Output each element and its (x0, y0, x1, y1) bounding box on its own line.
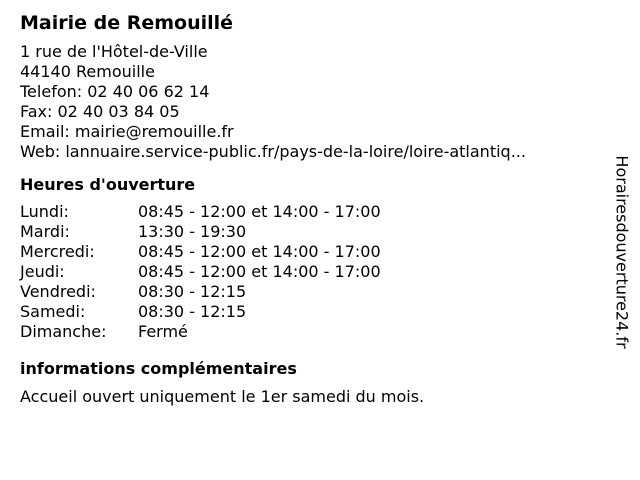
hours-row-dimanche (20, 322, 600, 342)
day-label: Mercredi: (20, 242, 95, 261)
watermark-text: Horairesdouverture24.fr (612, 155, 632, 349)
phone-text: Telefon: 02 40 06 62 14 (20, 82, 210, 101)
address-city: 44140 Remouille (20, 62, 155, 81)
day-label: Mardi: (20, 222, 70, 241)
day-label: Samedi: (20, 302, 86, 321)
address-street: 1 rue de l'Hôtel-de-Ville (20, 42, 208, 61)
hours-row-lundi (20, 202, 600, 222)
info-text: Accueil ouvert uniquement le 1er samedi du mois. (20, 387, 425, 406)
listing-card (20, 10, 600, 408)
day-time: 08:45 - 12:00 et 14:00 - 17:00 (138, 262, 381, 281)
day-time: 08:30 - 12:15 (138, 282, 247, 301)
day-time: 13:30 - 19:30 (138, 222, 247, 241)
email-text: Email: mairie@remouille.fr (20, 122, 234, 141)
hours-row-vendredi (20, 282, 600, 302)
day-time: Fermé (138, 322, 188, 341)
day-label: Jeudi: (20, 262, 65, 281)
address-block (20, 42, 600, 162)
hours-table (20, 202, 600, 342)
hours-row-samedi (20, 302, 600, 322)
day-label: Vendredi: (20, 282, 96, 301)
day-time: 08:30 - 12:15 (138, 302, 247, 321)
hours-row-jeudi (20, 262, 600, 282)
day-label: Lundi: (20, 202, 69, 221)
hours-heading: Heures d'ouverture (20, 175, 196, 194)
day-time: 08:45 - 12:00 et 14:00 - 17:00 (138, 242, 381, 261)
hours-row-mardi (20, 222, 600, 242)
hours-row-mercredi (20, 242, 600, 262)
day-label: Dimanche: (20, 322, 107, 341)
day-time: 08:45 - 12:00 et 14:00 - 17:00 (138, 202, 381, 221)
page-title: Mairie de Remouillé (20, 12, 234, 34)
info-heading: informations complémentaires (20, 359, 297, 378)
web-text: Web: lannuaire.service-public.fr/pays-de-la-loire/loire-atlantiq... (20, 142, 526, 161)
fax-text: Fax: 02 40 03 84 05 (20, 102, 180, 121)
